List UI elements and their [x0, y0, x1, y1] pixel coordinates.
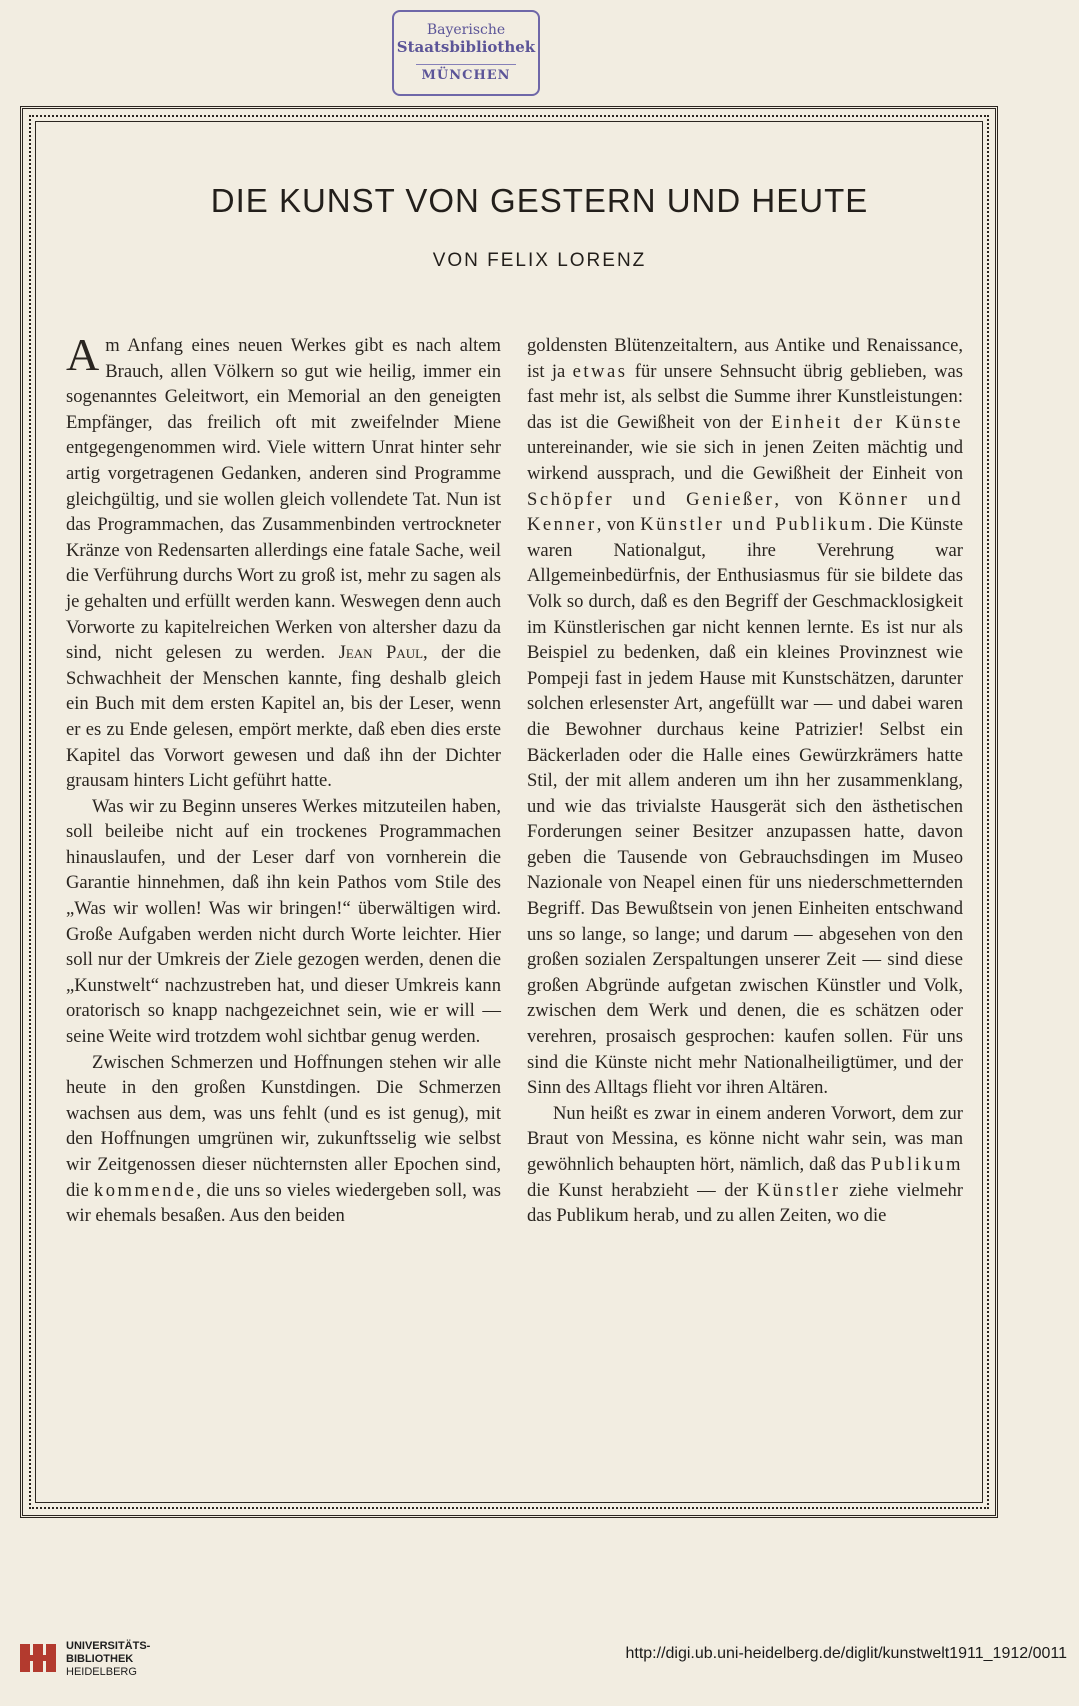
emphasis-spaced: Einheit der Künste — [771, 411, 963, 433]
logo-line-2: BIBLIOTHEK — [66, 1653, 134, 1665]
left-column — [66, 329, 501, 1229]
library-stamp — [392, 10, 540, 96]
article-author: VON FELIX LORENZ — [432, 250, 647, 271]
text-run: ziehe vielmehr das Publikum herab, und zu allen Zeiten, wo die — [527, 1179, 963, 1227]
text-run: goldensten Blütenzeitaltern, aus Antike und Renaissance, ist ja — [527, 335, 963, 382]
text-run: , von — [596, 514, 635, 536]
logo-line-3: HEIDELBERG — [66, 1666, 137, 1678]
text-run: , der die Schwachheit der Menschen kannte, fing deshalb gleich ein Buch mit dem ersten Kapitel an, bis der Leser, wenn er es zu Ende gelesen, empört merkte, daß eben dies erste Kapitel das Vorwort gewesen und daß ihn der Dichter grausam hinters Licht geführt hatte. — [66, 642, 501, 792]
emphasis-spaced: etwas — [572, 360, 628, 382]
stamp-line-3: MÜNCHEN — [416, 64, 516, 83]
text-run: , die uns so vieles wiedergeben soll, was wir ehemals besaßen. Aus den beiden — [66, 1179, 501, 1227]
text-run: untereinander, wie sie sich in jenen Zeiten mächtig und wirkend aussprach, und die Gewißheit der Einheit von — [527, 437, 963, 484]
article-title: DIE KUNST VON GESTERN UND HEUTE — [210, 182, 869, 219]
text-run: Nun heißt es zwar in einem anderen Vorwort, dem zur Braut von Messina, es könne nicht wahr sein, was man gewöhnlich behaupten hört, nämlich, daß das — [527, 1102, 963, 1175]
logo-line-1: UNIVERSITÄTS- — [66, 1640, 151, 1652]
text-run: für unsere Sehnsucht übrig geblieben, was fast mehr ist, als selbst die Summe ihrer Kunstleistungen: das ist die Gewißheit von der — [527, 360, 963, 433]
source-url[interactable]: http://digi.ub.uni-heidelberg.de/diglit/kunstwelt1911_1912/0011 — [625, 1645, 1067, 1662]
stamp-line-2: Staatsbibliothek — [396, 38, 536, 56]
emphasis-spaced: Könner und Kenner — [527, 488, 963, 536]
emphasis-spaced: Schöpfer und Genießer — [527, 488, 775, 510]
paragraph — [66, 329, 501, 794]
emphasis-spaced: Publikum — [870, 1154, 963, 1175]
text-run: . Die Künste waren Nationalgut, ihre Verehrung war Allgemeinbedürfnis, der Enthusiasmus für sie bildete das Volk so durch, daß es den Begriff der Geschmacklosigkeit im Künstlerischen gar nicht kennen lernte. Es ist nur als Beispiel zu bedenken, daß ein kleines Provinznest wie Pompeji fast in jedem Hause mit Kunstschätzen, darunter solchen erlesenster Art, angefüllt war — und dabei waren die Bewohner durchaus keine Patrizier! Selbst ein Bäckerladen oder die Halle eines Gewürzkrämers hatte Stil, der mit allem anderen um ihn her zusammenklang, und wie das trivialste Hausgerät sich den ästhetischen Forderungen seiner Besitzer anzupassen hatte, davon geben die Tausende von Gebrauchsdingen im Museo Nazionale von Neapel einen für uns niederschmetternden Begriff. Das Bewußtsein von jenen Einheiten entschwand uns so lange, so lange; und darum — abgesehen von den großen sozialen Zerspaltungen unserer Zeit — sind diese großen Abgründe aufgetan zwischen Künstler und Volk, zwischen dem Werk und denen, die es schätzen oder verehren, prosaisch gesprochen: kaufen sollen. Für uns sind die Künste nicht mehr Nationalheiligtümer, und der Sinn des Alltags flieht vor ihren Altären. — [527, 514, 964, 1099]
text-run: , von — [774, 488, 823, 510]
stamp-line-1: Bayerische — [426, 22, 506, 38]
library-logo — [8, 1630, 158, 1696]
drop-cap: A — [66, 329, 100, 380]
emphasis-spaced: kommende — [93, 1179, 197, 1201]
text-run: die Kunst herabzieht — der — [527, 1179, 749, 1201]
emphasis-spaced: Künstler — [756, 1179, 841, 1201]
paragraph — [527, 333, 963, 1101]
text-run: Was wir zu Beginn unseres Werkes mitzuteilen haben, soll beileibe nicht auf ein trockenes Programmachen hinauslaufen, und der Leser darf von vornherein die Garantie hinnehmen, daß ihn kein Pathos vom Stile des „Was wir wollen! Was wir bringen!“ überwältigen wird. Große Aufgaben werden nicht durch Worte leichter. Hier soll nur der Umkreis der Ziele gezogen werden, denen die „Kunstwelt“ nachzustreben hat, und dieser Umkreis kann oratorisch so knapp nachgezeichnet sein, wie er will — seine Weite wird trotzdem wohl sichtbar genug werden. — [66, 795, 501, 1048]
person-name: Jean Paul — [338, 642, 424, 664]
paragraph — [66, 1050, 501, 1229]
paragraph — [66, 794, 501, 1050]
right-column — [527, 333, 963, 1229]
text-run: Zwischen Schmerzen und Hoffnungen stehen wir alle heute in den großen Kunstdingen. Die Schmerzen wachsen aus dem, was uns fehlt (und es ist genug), mit den Hoffnungen umgrünen wir, zukunftsselig wie selbst wir Zeitgenossen dieser nüchternsten aller Epochen sind, die — [66, 1051, 501, 1201]
paragraph — [527, 1101, 963, 1229]
library-logo-text — [66, 1640, 150, 1679]
emphasis-spaced: Künstler und Publikum — [640, 514, 868, 536]
library-logo-icon — [18, 1638, 58, 1678]
text-run: m Anfang eines neuen Werkes gibt es nach altem Brauch, allen Völkern so gut wie heilig, immer ein sogenanntes Geleitwort, ein Memorial an den geneigten Empfänger, das freilich oft mit zweifelnder Miene entgegengenommen wird. Viele wittern Unrat hinter sehr artig vorgetragenen Gedanken, anderen sind Programme gleichgültig, und sie wollen gleich vollendete Tat. Nun ist das Programmachen, das Zusammenbinden vertrockneter Kränze von Redensarten allerdings eine fatale Sache, weil die Verführung durchs Wort zu groß ist, mehr zu sagen als je gehalten und erfüllt werden kann. Weswegen denn auch Vorworte zu kapitelreichen Werken von altersher dazu da sind, nicht gelesen zu werden. — [66, 335, 501, 664]
